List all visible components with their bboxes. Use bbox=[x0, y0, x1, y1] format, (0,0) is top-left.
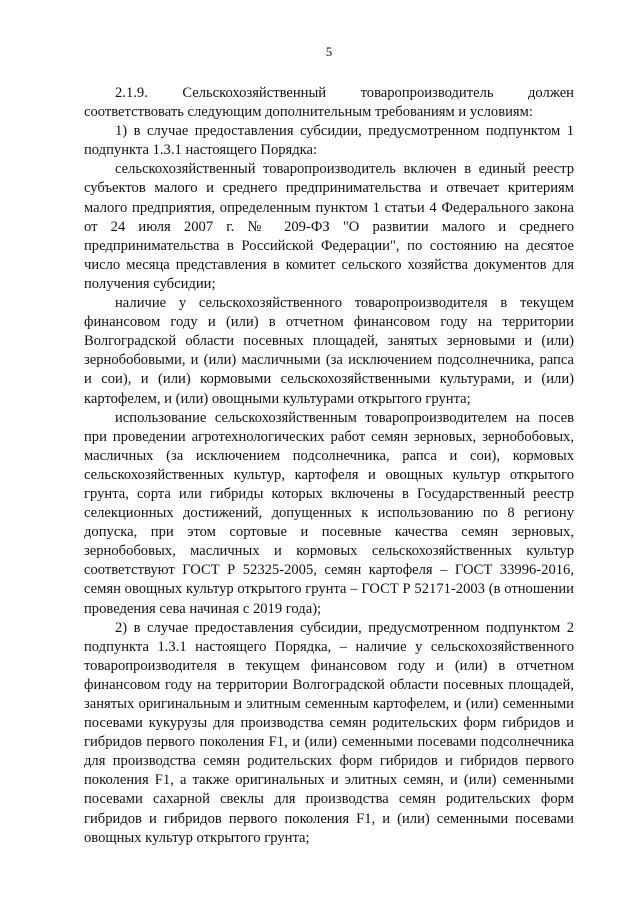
paragraph-seed-usage: использование сельскохозяйственным товаропроизводителем на посев при проведении агротехнологических работ семян зерновых, зернобобовых, масличных (за исключением подсолнечника, рапса и сои), кормовых сельскохозяйственных культур, картофеля и овощных культур открытого грунта, сорта или гибриды которых включены в Государственный реестр селекционных достижений, допущенных к использованию по 8 региону допуска, при этом сортовые и посевные качества семян зерновых, зернобобовых, масличных и кормовых сельскохозяйственных культур соответствуют ГОСТ Р 52325-2005, семян картофеля – ГОСТ 33996-2016, семян овощных культур открытого грунта – ГОСТ Р 52171-2003 (в отношении проведения сева начиная с 2019 года); bbox=[84, 409, 574, 617]
paragraph-item-2: 2) в случае предоставления субсидии, предусмотренном подпунктом 2 подпункта 1.3.1 настоящего Порядка, – наличие у сельскохозяйственного товаропроизводителя в текущем финансовом году и (или) в отчетном финансовом году на территории Волгоградской области посевных площадей, занятых оригинальным и элитным семенным картофелем, и (или) семенными посевами кукурузы для производства семян родительских форм гибридов и гибридов первого поколения F1, и (или) семенными посевами подсолнечника для производства семян родительских форм гибридов и гибридов первого поколения F1, а также оригинальных и элитных семян, и (или) семенными посевами сахарной свеклы для производства семян родительских форм гибридов и гибридов первого поколения F1, и (или) семенными посевами овощных культур открытого грунта; bbox=[84, 619, 574, 846]
paragraph-small-business-registry: сельскохозяйственный товаропроизводитель включен в единый реестр субъектов малого и среднего предпринимательства и отвечает критериям малого предприятия, определенным пунктом 1 статьи 4 Федерального закона от 24 июля 2007 г. № 209-ФЗ "О развитии малого и среднего предпринимательства в Российской Федерации", по состоянию на десятое число месяца представления в комитет сельского хозяйства документов для получения субсидии; bbox=[84, 161, 574, 292]
paragraph-sown-areas: наличие у сельскохозяйственного товаропроизводителя в текущем финансовом году и (или) в отчетном финансовом году на территории Волгоградской области посевных площадей, занятых зерновыми и (или) зернобобовыми, и (или) масличными (за исключением подсолнечника, рапса и сои), и (или) кормовыми сельскохозяйственными культурами, и (или) картофелем, и (или) овощными культурами открытого грунта; bbox=[84, 295, 574, 407]
paragraph-item-1-heading: 1) в случае предоставления субсидии, предусмотренном подпунктом 1 подпункта 1.3.1 настоящего Порядка: bbox=[84, 123, 574, 159]
document-page bbox=[84, 0, 574, 848]
page-number: 5 bbox=[325, 44, 333, 59]
document-body bbox=[84, 84, 574, 848]
paragraph-2-1-9-intro: 2.1.9. Сельскохозяйственный товаропроизводитель должен соответствовать следующим дополнительным требованиям и условиям: bbox=[84, 85, 574, 121]
